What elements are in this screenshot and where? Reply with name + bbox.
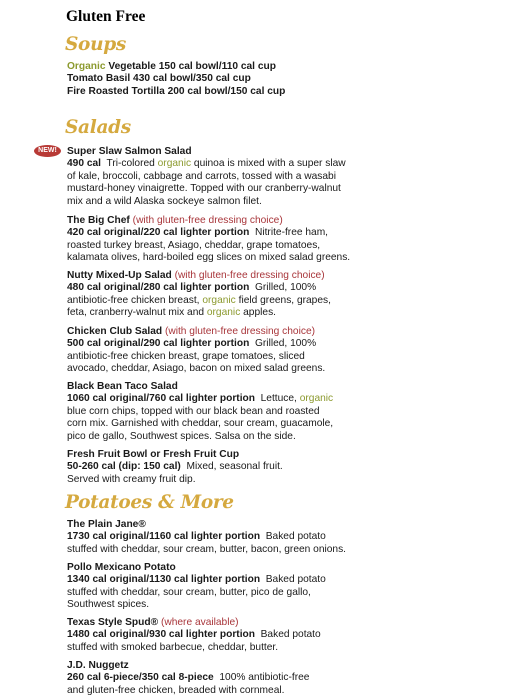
item-text: 100% antibiotic-free (219, 672, 310, 684)
item-name: Texas Style Spud® (67, 617, 159, 628)
item-desc: stuffed with cheddar, sour cream, butter, bacon, green onions. (67, 543, 347, 555)
item-note: (where available) (160, 617, 239, 628)
item-desc: corn mix. Garnished with cheddar, sour cream, guacamole, (67, 418, 334, 430)
item-calories: 50-260 cal (dip: 150 cal) (67, 461, 181, 473)
item-note: (with gluten-free dressing choice) (132, 215, 283, 226)
item-text: Grilled, 100% (254, 338, 317, 350)
menu-item-pollo-mexicano-potato (67, 562, 497, 612)
item-desc (67, 295, 497, 307)
item-heading (67, 617, 497, 629)
item-calories: 490 cal (67, 158, 101, 170)
item-heading (67, 270, 497, 282)
soup-item: Tomato Basil 430 cal bowl/350 cal cup (67, 73, 251, 85)
item-calories: 260 cal 6-piece/350 cal 8-piece (67, 672, 214, 684)
item-desc: pico de gallo, Southwest spices. Salsa on the side. (67, 430, 296, 442)
item-name: Chicken Club Salad (67, 326, 163, 337)
item-desc: roasted turkey breast, Asiago, cheddar, grape tomatoes, (67, 239, 321, 251)
item-name: Pollo Mexicano Potato (67, 562, 176, 573)
page-title: Gluten Free (66, 8, 146, 25)
item-text: field greens, grapes, (238, 294, 331, 306)
item-text: Baked potato (265, 531, 326, 543)
item-desc (67, 227, 497, 239)
item-heading (67, 326, 497, 338)
item-calories: 1480 cal original/930 cal lighter portion (67, 629, 255, 641)
menu-item-fresh-fruit (67, 449, 497, 486)
item-desc (67, 461, 497, 473)
item-calories: 1340 cal original/1130 cal lighter portion (67, 574, 261, 586)
item-text: Baked potato (260, 629, 321, 641)
menu-item-nutty-mixed-up-salad (67, 270, 497, 320)
item-calories: 500 cal original/290 cal lighter portion (67, 338, 250, 350)
item-name: The Big Chef (67, 215, 130, 226)
item-note: (with gluten-free dressing choice) (174, 270, 325, 281)
organic-label: organic (202, 294, 236, 306)
item-name: Nutty Mixed-Up Salad (67, 270, 172, 281)
soup-item (67, 61, 497, 73)
item-desc: and gluten-free chicken, breaded with cornmeal. (67, 684, 285, 696)
menu-item-plain-jane (67, 519, 497, 556)
organic-label: Organic (67, 61, 106, 72)
item-name: The Plain Jane® (67, 519, 146, 530)
item-note: (with gluten-free dressing choice) (164, 326, 316, 337)
item-desc: stuffed with smoked barbecue, cheddar, butter. (67, 641, 279, 653)
item-text: Tri-colored (106, 158, 155, 170)
item-text: apples. (243, 307, 276, 319)
item-text: feta, cranberry-walnut mix and (67, 307, 205, 319)
item-name: Super Slaw Salmon Salad (67, 146, 192, 157)
menu-item-black-bean-taco-salad (67, 381, 497, 443)
item-text: Nitrite-free ham, (254, 227, 329, 239)
item-desc: kalamata olives, hard-boiled egg slices on mixed salad greens. (67, 252, 351, 264)
item-desc (67, 338, 497, 350)
item-desc (67, 282, 497, 294)
item-calories: 1730 cal original/1160 cal lighter portion (67, 531, 261, 543)
item-desc: Served with creamy fruit dip. (67, 473, 196, 485)
menu-item-texas-style-spud (67, 617, 497, 654)
item-desc: stuffed with cheddar, sour cream, butter, pico de gallo, (67, 586, 311, 598)
item-desc (67, 574, 497, 586)
new-badge: NEW! (34, 145, 61, 157)
item-desc: antibiotic-free chicken breast, grape tomatoes, sliced (67, 350, 305, 362)
item-desc: avocado, cheddar, Asiago, bacon on mixed salad greens. (67, 363, 326, 375)
soup-item: Fire Roasted Tortilla 200 cal bowl/150 cal cup (67, 85, 286, 97)
item-desc (67, 672, 497, 684)
item-text: antibiotic-free chicken breast, (67, 294, 200, 306)
soups-list (67, 61, 497, 98)
soup-text: Vegetable 150 cal bowl/110 cal cup (108, 61, 276, 72)
item-name: Fresh Fruit Bowl or Fresh Fruit Cup (67, 449, 240, 460)
item-text: Baked potato (265, 574, 326, 586)
item-name: J.D. Nuggetz (67, 660, 129, 671)
item-text: Mixed, seasonal fruit. (186, 461, 283, 473)
item-desc: mix and a wild Alaska sockeye salmon filet. (67, 195, 262, 207)
item-name: Black Bean Taco Salad (67, 381, 178, 392)
item-desc (67, 393, 497, 405)
item-desc (67, 158, 497, 170)
menu-item-big-chef (67, 215, 497, 265)
item-text: quinoa is mixed with a super slaw (193, 158, 346, 170)
item-heading (67, 215, 497, 227)
item-calories: 480 cal original/280 cal lighter portion (67, 282, 250, 294)
organic-label: organic (206, 307, 241, 319)
item-text: Grilled, 100% (254, 282, 317, 294)
menu-item-super-slaw-salmon-salad (67, 146, 497, 208)
item-calories: 1060 cal original/760 cal lighter portion (67, 393, 255, 405)
section-heading-potatoes: Potatoes & More (65, 492, 234, 513)
item-desc: Southwest spices. (67, 599, 150, 611)
item-desc (67, 531, 497, 543)
organic-label: organic (299, 393, 334, 405)
section-heading-salads: Salads (65, 117, 131, 138)
section-heading-soups: Soups (65, 34, 127, 55)
item-text: Lettuce, (260, 393, 297, 405)
item-desc (67, 307, 497, 319)
menu-item-chicken-club-salad (67, 326, 497, 376)
item-desc: mustard-honey vinaigrette. Topped with our cranberry-walnut (67, 183, 341, 195)
item-calories: 420 cal original/220 cal lighter portion (67, 227, 250, 239)
item-desc (67, 629, 497, 641)
menu-item-jd-nuggetz (67, 660, 497, 697)
organic-label: organic (157, 158, 192, 170)
item-desc: of kale, broccoli, cabbage and carrots, tossed with a wasabi (67, 170, 336, 182)
item-desc: blue corn chips, topped with our black bean and roasted (67, 405, 320, 417)
